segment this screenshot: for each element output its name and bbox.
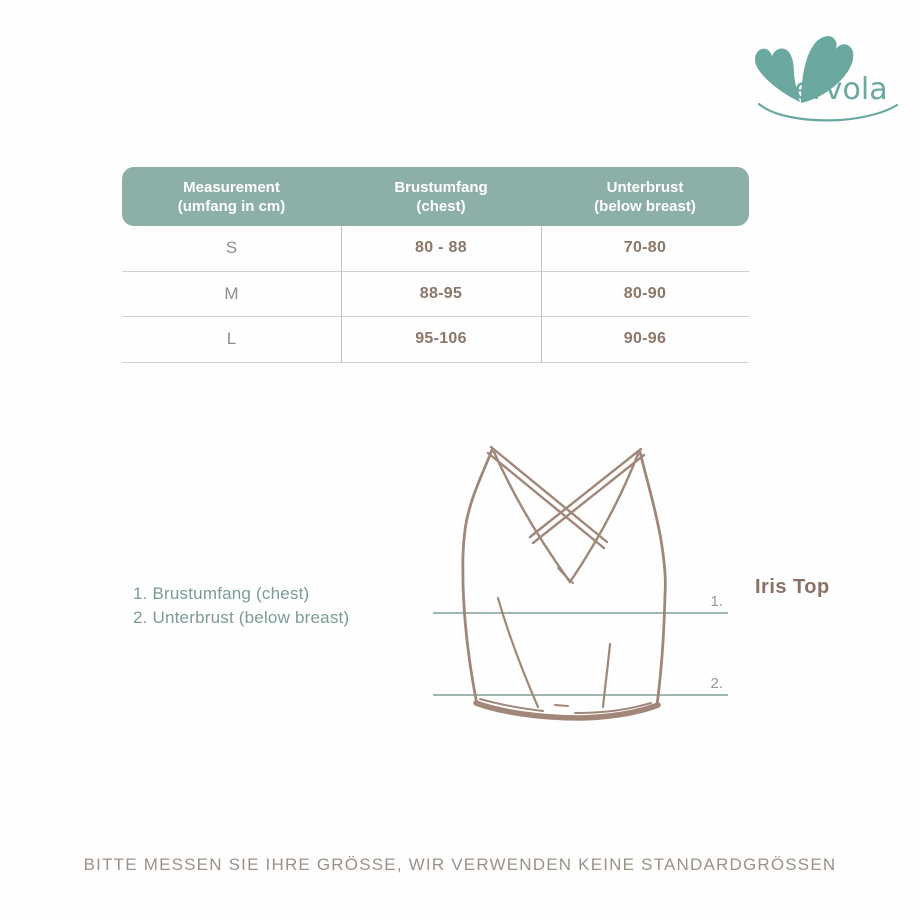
size-label: L: [226, 329, 237, 349]
underbust-value: 80-90: [623, 284, 667, 302]
size-label: M: [224, 283, 239, 303]
header-measurement: [122, 178, 341, 216]
product-name: Iris Top: [755, 576, 830, 598]
chest-value: 80 - 88: [415, 239, 467, 257]
table-row-l: [122, 317, 749, 363]
column-divider: [341, 226, 342, 363]
table-row-m: [122, 272, 749, 318]
size-table-header: [122, 167, 749, 226]
measurement-legend: [133, 582, 349, 630]
size-label: S: [225, 238, 238, 258]
legend-line-underbust: 2. Unterbrust (below breast): [133, 608, 350, 627]
camisole-top-sketch-icon: [425, 415, 745, 735]
header-underbust-subtitle: (below breast): [594, 197, 696, 215]
chest-value: 88-95: [419, 284, 463, 302]
header-measurement-title: Measurement: [183, 178, 280, 196]
table-row-s: [122, 226, 749, 272]
legend-line-chest: 1. Brustumfang (chest): [133, 584, 310, 603]
size-table-body: [122, 226, 749, 363]
column-divider: [541, 226, 542, 363]
chest-line-marker: 1.: [710, 593, 723, 610]
header-measurement-subtitle: (umfang in cm): [177, 197, 286, 215]
underbust-line-marker: 2.: [710, 675, 723, 692]
footer-note: BITTE MESSEN SIE IHRE GRÖSSE, WIR VERWENDEN KEINE STANDARDGRÖSSEN: [83, 855, 837, 874]
size-table: [122, 167, 749, 363]
chest-value: 95-106: [415, 330, 467, 348]
underbust-value: 70-80: [623, 239, 667, 257]
brand-name: ervola: [794, 72, 888, 107]
header-underbust: [541, 178, 749, 216]
header-chest-title: Brustumfang: [394, 178, 488, 196]
underbust-value: 90-96: [623, 330, 667, 348]
header-underbust-title: Unterbrust: [606, 178, 684, 196]
header-chest-subtitle: (chest): [416, 197, 466, 215]
header-chest: [341, 178, 541, 216]
brand-logo: [735, 22, 915, 137]
